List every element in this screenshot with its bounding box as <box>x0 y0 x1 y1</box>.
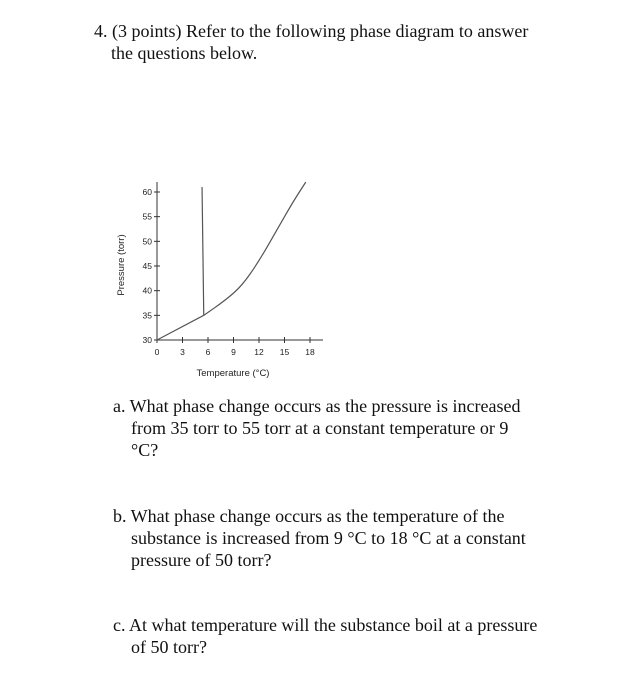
question-line-1: 4. (3 points) Refer to the following phase diagram to answer <box>94 21 529 41</box>
part-a-line-3: °C? <box>131 440 159 460</box>
part-b-line-1: b. What phase change occurs as the temperature of the <box>113 506 505 526</box>
y-tick-label: 40 <box>142 285 152 296</box>
x-axis-label: Temperature (°C) <box>196 368 270 379</box>
x-tick-label: 12 <box>254 347 264 357</box>
part-a-line-2: from 35 torr to 55 torr at a constant temperature or 9 <box>131 418 509 438</box>
x-tick-label: 0 <box>154 347 160 357</box>
question-line-2: the questions below. <box>111 43 258 63</box>
chart-axes <box>157 182 323 340</box>
y-tick-label: 30 <box>142 335 152 345</box>
phase-diagram <box>110 180 330 385</box>
part-c-line-1: c. At what temperature will the substance boil at a pressure <box>113 615 538 635</box>
x-tick-label: 6 <box>205 347 211 357</box>
part-b-line-3: pressure of 50 torr? <box>131 550 272 570</box>
x-tick-label: 3 <box>180 347 185 357</box>
part-b-line-2: substance is increased from 9 °C to 18 °C at a constant <box>131 528 526 548</box>
phase-boundary-line <box>204 182 306 315</box>
x-tick-label: 18 <box>305 347 315 357</box>
part-c-line-2: of 50 torr? <box>131 637 207 657</box>
y-tick-label: 45 <box>142 261 152 271</box>
x-tick-label: 9 <box>231 347 236 357</box>
y-axis-label: Pressure (torr) <box>116 234 127 296</box>
x-tick-label: 15 <box>279 347 290 357</box>
y-tick-label: 50 <box>142 236 152 247</box>
y-tick-label: 35 <box>142 310 152 321</box>
phase-boundary-line <box>157 315 204 340</box>
y-tick-label: 55 <box>142 211 152 222</box>
phase-boundaries <box>157 182 306 340</box>
y-tick-label: 60 <box>142 187 152 197</box>
phase-boundary-line <box>202 187 204 315</box>
part-a-line-1: a. What phase change occurs as the pressure is increased <box>113 396 521 416</box>
